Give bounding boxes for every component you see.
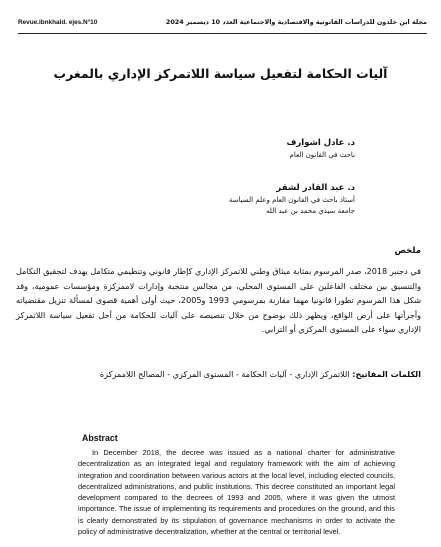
- keywords-text: اللاتمركز الإداري - آليات الحكامة - المستوى المركزي - المصالح اللاممركزة: [99, 369, 350, 379]
- author-affiliation: باحث في القانون العام: [289, 151, 355, 159]
- author-name: د. عادل اشوارف: [286, 138, 355, 148]
- keywords-ar: [16, 366, 421, 382]
- author-1: [286, 138, 355, 159]
- journal-name-en: Revue.ibnkhald. ejes.N°10: [18, 18, 98, 26]
- journal-name-ar: مجلة ابن خلدون للدراسات القانونية والاقتصادية والاجتماعية العدد 10 ديسمبر 2024: [165, 18, 427, 26]
- abstract-en-heading: Abstract: [82, 433, 118, 443]
- abstract-ar-text: في دجنبر 2018، صدر المرسوم بمثابة ميثاق وطني للاتمركز الإداري كإطار قانوني وتنظيمي متكامل يهدف لتحقيق التكامل والتنسيق بين مختلف الفاعلين على المستوى المحلي، من مجالس منتخبة وإدارات لاممركزة ومؤسسات عمومية، وقد شكل هذا المرسوم تطورا قانونيا مهما مقارنة بمرسومي 1993 و2005، حيث أولى أهمية قصوى لمسألة تنزيل مقتضياته وأجرأتها على أرض الواقع، ويظهر ذلك بوضوح من خلال تنصيصه على آليات للحكامة من أجل تفعيل سياسة اللاتمركز الإداري سواء على المستوى المركزي أو الترابي.: [16, 266, 421, 335]
- running-header: [18, 14, 427, 30]
- author-2: [229, 183, 355, 215]
- article-title: آليات الحكامة لتفعيل سياسة اللاتمركز الإداري بالمغرب: [53, 66, 388, 81]
- header-divider: [18, 33, 427, 34]
- abstract-en-text: In December 2018, the decree was issued as a national charter for administrative decentralization as an integrated legal and regulatory framework with the aim of achieving integration and coordination between various actors at the local level, including elected councils, decentralized administrations, and public institutions. This decree constituted an important legal development compared to the decrees of 1993 and 2005, where it was given the utmost importance. The issue of implementing its requirements and procedures on the ground, and this is clearly demonstrated by its stipulation of governance mechanisms in order to activate the policy of administrative decentralization, whether at the central or territorial level.: [78, 448, 395, 537]
- keywords-label: الكلمات المفاتيح:: [352, 369, 421, 379]
- author-university: جامعة سيدي محمد بن عبد الله: [266, 207, 355, 215]
- author-name: د. عبد القادر لشقر: [276, 183, 355, 193]
- author-affiliation: أستاذ باحث في القانون العام وعلم السياسة: [228, 196, 355, 204]
- abstract-ar-heading: ملخص: [394, 246, 421, 256]
